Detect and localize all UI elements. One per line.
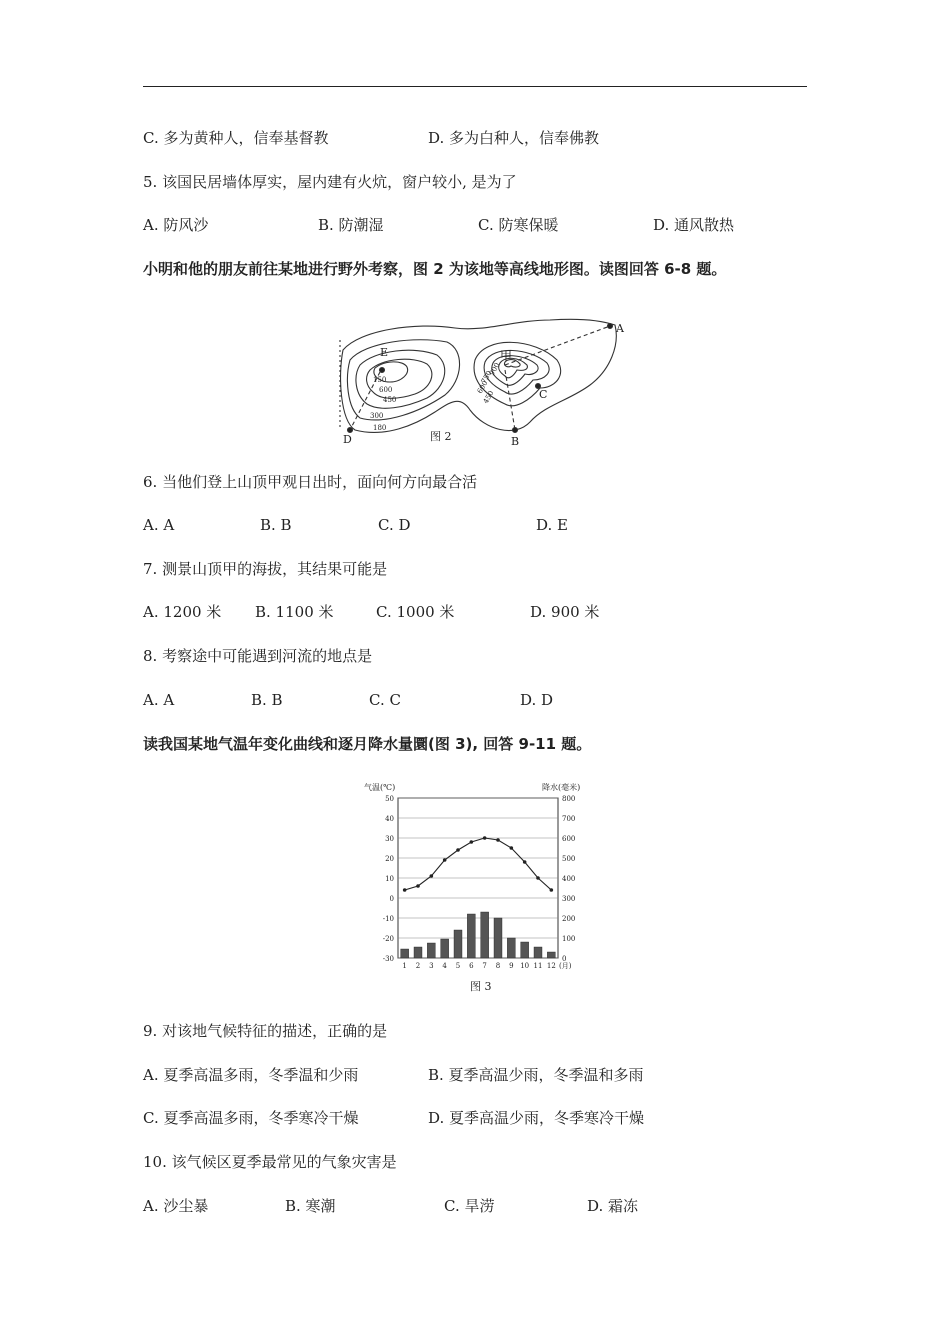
q10-stem: 10. 该气候区夏季最常见的气象灾害是: [143, 1153, 397, 1171]
map-label-d: D: [343, 433, 352, 446]
map-label-a: A: [616, 322, 624, 335]
q9-option-b: B. 夏季高温少雨，冬季温和多雨: [428, 1066, 644, 1084]
temperature-point: [416, 884, 420, 888]
y2-tick-label: 0: [562, 955, 567, 963]
contour-label-300: 300: [370, 412, 384, 420]
map-label-e: E: [380, 346, 389, 359]
temperature-point: [430, 874, 434, 878]
q5-option-d: D. 通风散热: [653, 216, 735, 234]
y-tick-label: 30: [385, 835, 394, 843]
figure-3-climate-chart: [362, 776, 594, 998]
precip-bar: [414, 947, 422, 958]
q8-option-b: B. B: [251, 691, 283, 709]
left-axis-title: 气温(℃): [364, 783, 396, 792]
temperature-point: [496, 838, 500, 842]
precip-bar: [401, 949, 409, 958]
y2-tick-label: 600: [562, 835, 576, 843]
temperature-point: [483, 836, 487, 840]
temperature-line: [405, 838, 552, 890]
q5-option-c: C. 防寒保暖: [478, 216, 559, 234]
x-tick-label: 11: [533, 962, 543, 970]
precip-bar: [507, 938, 515, 958]
temperature-point: [403, 888, 407, 892]
intro-6-8: 小明和他的朋友前往某地进行野外考察，图 2 为该地等高线地形图。读图回答 6-8 题。: [143, 260, 727, 278]
q5-option-b: B. 防潮湿: [318, 216, 384, 234]
q4-option-d: D. 多为白种人，信奉佛教: [428, 129, 600, 147]
header-rule: [143, 86, 807, 87]
y2-tick-label: 400: [562, 875, 576, 883]
contour-label-900: 900: [487, 361, 502, 377]
q10-option-d: D. 霜冻: [587, 1197, 639, 1215]
q5-option-a: A. 防风沙: [143, 216, 209, 234]
y2-tick-label: 800: [562, 795, 576, 803]
temperature-point: [470, 840, 474, 844]
q8-option-d: D. D: [520, 691, 554, 709]
contour-label-750: 750: [479, 369, 494, 385]
x-tick-label: 8: [495, 962, 501, 970]
temperature-point: [443, 858, 447, 862]
q9-stem: 9. 对该地气候特征的描述，正确的是: [143, 1022, 388, 1040]
q7-option-b: B. 1100 米: [255, 603, 334, 621]
precip-bar: [521, 942, 529, 958]
precip-bar: [441, 939, 449, 958]
map-label-c: C: [539, 388, 548, 401]
x-tick-label: 10: [520, 962, 530, 970]
q7-option-c: C. 1000 米: [376, 603, 455, 621]
x-tick-label: 2: [415, 962, 421, 970]
intro-9-11: 读我国某地气温年变化曲线和逐月降水量圜(图 3), 回答 9-11 题。: [143, 735, 592, 753]
precip-bar: [534, 947, 542, 958]
figure-2-caption: 图 2: [430, 430, 452, 443]
q7-stem: 7. 测景山顶甲的海拔，其结果可能是: [143, 560, 388, 578]
q10-option-c: C. 旱涝: [444, 1197, 495, 1215]
y2-tick-label: 100: [562, 935, 576, 943]
figure-2-contour-map: [335, 300, 635, 450]
contour-label-180: 180: [373, 424, 387, 432]
q10-option-b: B. 寒潮: [285, 1197, 336, 1215]
q10-option-a: A. 沙尘暴: [143, 1197, 209, 1215]
q6-stem: 6. 当他们登上山顶甲观日出时，面向何方向最合活: [143, 473, 478, 491]
q7-option-d: D. 900 米: [530, 603, 600, 621]
temperature-point: [523, 860, 527, 864]
q6-option-c: C. D: [378, 516, 411, 534]
contour-label-150: 150: [373, 376, 387, 384]
right-axis-title: 降水(毫米): [542, 783, 581, 792]
y2-tick-label: 500: [562, 855, 576, 863]
contour-label-450b: 450: [481, 389, 496, 405]
temperature-point: [456, 848, 460, 852]
q4-option-c: C. 多为黄种人，信奉基督教: [143, 129, 329, 147]
y-tick-label: 40: [385, 815, 394, 823]
x-tick-label: 12: [546, 962, 556, 970]
q6-option-d: D. E: [536, 516, 568, 534]
map-label-jia: 甲: [500, 349, 513, 363]
y2-tick-label: 200: [562, 915, 576, 923]
q8-option-c: C. C: [369, 691, 401, 709]
q6-option-b: B. B: [260, 516, 292, 534]
precip-bar: [427, 943, 435, 958]
y-tick-label: -30: [382, 955, 394, 963]
q7-option-a: A. 1200 米: [143, 603, 222, 621]
contour-label-600: 600: [379, 386, 393, 394]
y2-tick-label: 300: [562, 895, 576, 903]
y-tick-label: 0: [389, 895, 394, 903]
x-axis-unit: (月): [559, 962, 572, 970]
q6-option-a: A. A: [143, 516, 175, 534]
q8-option-a: A. A: [143, 691, 175, 709]
precip-bar: [547, 952, 555, 958]
precip-bar: [467, 914, 475, 958]
y-tick-label: 50: [385, 795, 394, 803]
contour-label-600b: 600: [475, 379, 490, 395]
x-tick-label: 6: [469, 962, 474, 970]
figure-3-caption: 图 3: [470, 980, 492, 993]
contour-label-450: 450: [383, 396, 397, 404]
temperature-point: [510, 846, 514, 850]
x-tick-label: 9: [509, 962, 514, 970]
q9-option-a: A. 夏季高温多雨，冬季温和少雨: [143, 1066, 359, 1084]
x-tick-label: 7: [482, 962, 487, 970]
y-tick-label: 20: [385, 855, 394, 863]
y-tick-label: 10: [385, 875, 394, 883]
map-label-b: B: [511, 435, 520, 448]
x-tick-label: 1: [402, 962, 407, 970]
x-tick-label: 4: [442, 962, 447, 970]
x-tick-label: 5: [455, 962, 461, 970]
temperature-point: [550, 888, 554, 892]
y2-tick-label: 700: [562, 815, 576, 823]
q5-stem: 5. 该国民居墙体厚实，屋内建有火炕，窗户较小, 是为了: [143, 173, 517, 191]
x-tick-label: 3: [429, 962, 434, 970]
precip-bar: [494, 918, 502, 958]
y-tick-label: -10: [382, 915, 394, 923]
precip-bar: [481, 912, 489, 958]
temperature-point: [536, 876, 540, 880]
q9-option-c: C. 夏季高温多雨，冬季寒冷干燥: [143, 1109, 359, 1127]
precip-bar: [454, 930, 462, 958]
y-tick-label: -20: [382, 935, 394, 943]
q9-option-d: D. 夏季高温少雨，冬季寒冷干燥: [428, 1109, 645, 1127]
q8-stem: 8. 考察途中可能遇到河流的地点是: [143, 647, 373, 665]
